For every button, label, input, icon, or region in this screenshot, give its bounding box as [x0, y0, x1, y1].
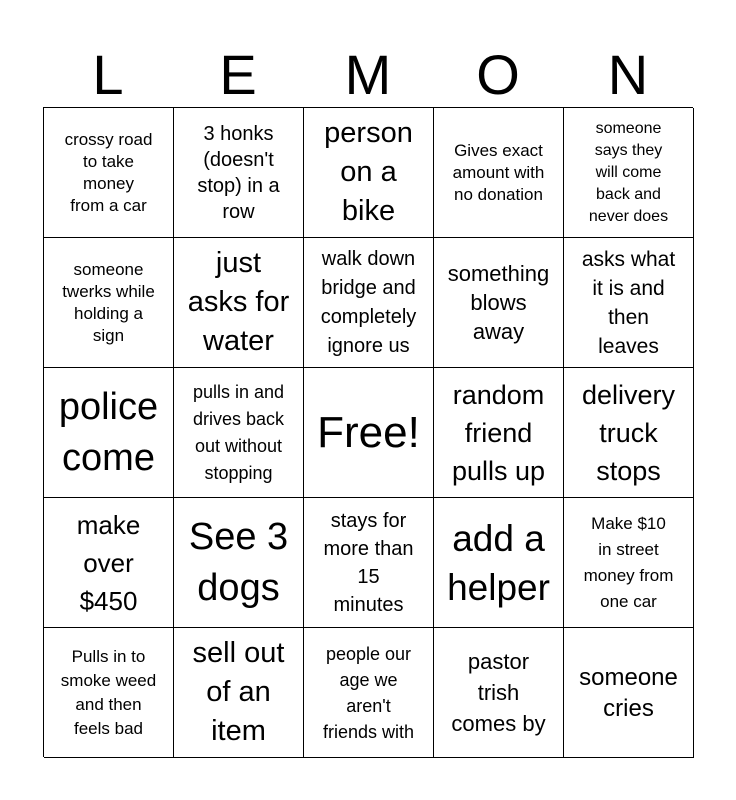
bingo-cell-r4-c2[interactable]: [304, 628, 434, 758]
header-letter-n: N: [607, 43, 649, 106]
bingo-cell-r0-c3[interactable]: [434, 108, 564, 238]
cell-text: 3 honks (doesn't stop) in a row: [197, 122, 280, 223]
bingo-cell-r1-c0[interactable]: [44, 238, 174, 368]
bingo-cell-r4-c0[interactable]: [44, 628, 174, 758]
bingo-cell-r3-c1[interactable]: [174, 498, 304, 628]
free-space-text: Free!: [317, 407, 420, 457]
cell-text: someone twerks while holding a sign: [62, 259, 155, 345]
cell-text: random friend pulls up: [451, 379, 546, 486]
cell-text: Gives exact amount with no donation: [452, 140, 545, 204]
bingo-cell-r1-c3[interactable]: [434, 238, 564, 368]
bingo-cell-r4-c4[interactable]: [564, 628, 694, 758]
bingo-cell-r2-c0[interactable]: [44, 368, 174, 498]
bingo-cell-r3-c0[interactable]: [44, 498, 174, 628]
bingo-cell-r4-c3[interactable]: [434, 628, 564, 758]
cell-text: just asks for water: [187, 247, 290, 357]
cell-text: pastor trish comes by: [451, 649, 546, 736]
bingo-cell-r1-c2[interactable]: [304, 238, 434, 368]
bingo-header: [43, 42, 693, 108]
cell-text: pulls in and drives back out without stopping: [192, 381, 285, 483]
cell-text: police come: [58, 385, 159, 479]
bingo-cell-r2-c3[interactable]: [434, 368, 564, 498]
bingo-cell-r2-c4[interactable]: [564, 368, 694, 498]
cell-text: someone says they will come back and never does: [588, 119, 669, 225]
cell-text: add a helper: [447, 517, 550, 608]
bingo-cell-r1-c1[interactable]: [174, 238, 304, 368]
bingo-cell-r3-c4[interactable]: [564, 498, 694, 628]
cell-text: someone cries: [579, 663, 678, 722]
bingo-cell-r4-c1[interactable]: [174, 628, 304, 758]
bingo-cell-r3-c2[interactable]: [304, 498, 434, 628]
cell-text: asks what it is and then leaves: [581, 247, 676, 358]
bingo-grid: [43, 107, 693, 757]
free-space-cell[interactable]: [304, 368, 434, 498]
cell-text: delivery truck stops: [581, 379, 676, 486]
header-letter-m: M: [344, 43, 392, 106]
bingo-cell-r2-c1[interactable]: [174, 368, 304, 498]
header-letter-l: L: [92, 43, 124, 106]
bingo-cell-r0-c2[interactable]: [304, 108, 434, 238]
bingo-cell-r3-c3[interactable]: [434, 498, 564, 628]
cell-text: sell out of an item: [192, 637, 285, 747]
cell-text: something blows away: [447, 261, 550, 344]
header-letter-e: E: [219, 43, 257, 106]
cell-text: Pulls in to smoke weed and then feels bad: [60, 646, 157, 738]
bingo-cell-r0-c0[interactable]: [44, 108, 174, 238]
cell-text: people our age we aren't friends with: [322, 643, 415, 742]
cell-text: make over $450: [76, 509, 141, 616]
cell-text: walk down bridge and completely ignore us: [320, 247, 417, 357]
bingo-cell-r0-c4[interactable]: [564, 108, 694, 238]
cell-text: stays for more than 15 minutes: [323, 509, 414, 616]
cell-text: Make $10 in street money from one car: [583, 513, 674, 611]
bingo-cell-r1-c4[interactable]: [564, 238, 694, 368]
header-letter-o: O: [476, 43, 520, 106]
cell-text: See 3 dogs: [188, 515, 289, 609]
cell-text: person on a bike: [324, 117, 413, 227]
bingo-cell-r0-c1[interactable]: [174, 108, 304, 238]
cell-text: crossy road to take money from a car: [64, 129, 153, 215]
